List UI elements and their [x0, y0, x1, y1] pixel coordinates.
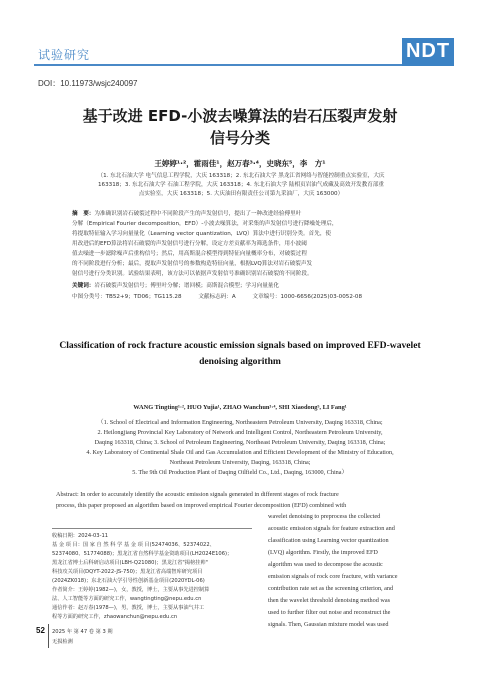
footnote-line: 黑龙江省博士后科研启动项目(LBH-Q21080)；黑龙江省"揭榜挂帅" — [52, 560, 208, 566]
en-abstract-line: classification using Learning vector quantization — [268, 537, 389, 544]
cn-authors: 王婷婷¹·²，霍雨佳¹，赵万春³·⁴，史晓东⁵，李 方¹ — [154, 159, 326, 168]
cn-abstract-label: 摘 要： — [72, 211, 95, 217]
footnote-line: 通信作者：赵万春(1978—)，男，教授，博士，主要从事油气井工 — [52, 605, 205, 611]
cn-title-line-1: 基于改进 EFD-小波去噪算法的岩石压裂声发射 — [82, 107, 398, 125]
footnote-line: 基 金 项 目：国 家 自 然 科 学 基 金 项 目(52474036、52374022、 — [52, 542, 215, 548]
en-affiliation-line: （1. School of Electrical and Information Engineering, Northeastern Petroleum University, Daqing 163318, China; — [97, 419, 383, 426]
cn-abstract-text: 为准确识别岩石破裂过程中不同阶段产生的声发射信号，提出了一种改进经验傅里叶 — [94, 211, 302, 217]
footnote-line: 法、人工智能等方面的研究工作，wangtingting@nepu.edu.cn — [52, 596, 202, 602]
cn-abstract-line: 的不同阶段进行分析；最后，提取声发射信号的参数构造特征向量，根据LVQ算法对岩石破裂声发 — [72, 261, 313, 267]
en-affiliation-line: Northeast Petroleum University, Daqing, 163318, China; — [169, 459, 311, 466]
en-abstract-line: wavelet denoising to preprocess the collected — [268, 513, 381, 520]
header-rule — [34, 64, 406, 66]
doi[interactable]: DOI：10.11973/wsjc240097 — [38, 79, 138, 88]
footnote-divider — [52, 528, 252, 529]
cn-affiliation-line: 点实验室，大庆 163318；5. 大庆油田有限责任公司第九采油厂，大庆 163000） — [138, 191, 344, 197]
cn-affiliation-line: 163318；3. 东北石油大学 石油工程学院，大庆 163318；4. 东北石油大学 陆相页岩油气成藏及高效开发教育部重 — [97, 182, 385, 188]
en-abstract-line: algorithm was used to decompose the acoustic — [268, 561, 383, 568]
en-title-line-2: denoising algorithm — [199, 356, 281, 367]
footnote-line: (2024ZK018)；东北石油大学引导性创新基金项目(2020YDL-06) — [52, 578, 205, 584]
en-affiliation-line: 5. The 9th Oil Production Plant of Daqing Oilfield Co., Ltd., Daqing, 163000, China） — [132, 469, 348, 476]
footnote-line: 科技攻关项目(DQYT-2022-JS-750)；黑龙江省高端智库研究项目 — [52, 569, 203, 575]
cn-abstract-line: 将提取特征输入学习向量量化（Learning vector quantization，LVQ）算法中进行识别分类。首先，使 — [72, 231, 332, 237]
section-label: 试验研究 — [38, 48, 91, 62]
journal-name: 无损检测 — [52, 639, 73, 645]
en-authors: WANG Tingting¹·², HUO Yujia¹, ZHAO Wanchun³·⁴, SHI Xiaodong⁵, LI Fang¹ — [133, 404, 347, 411]
cn-title-line-2: 信号分类 — [209, 129, 270, 147]
cn-abstract-line: 分解（Empirical Fourier decomposition，EFD）-小波去噪算法，对采集的声发射信号进行降噪处理后， — [72, 221, 338, 227]
en-abstract-line: signals. Then, Gaussian mixture model was used — [268, 621, 389, 628]
cn-affiliation-line: （1. 东北石油大学 电气信息工程学院，大庆 163318；2. 东北石油大学 黑龙江省网络与智能控制重点实验室，大庆 — [97, 173, 385, 179]
en-abstract-line: process, this paper proposed an algorithm based on improved empirical Fourier decomposition (EFD) combined with — [56, 502, 347, 509]
en-abstract-line: used to further filter out noise and reconstruct the — [268, 609, 391, 616]
cn-keywords — [72, 281, 432, 289]
en-affiliation-line: 2. Heilongjiang Provincial Key Laboratory of Network and Intelligent Control, Northeastern Petroleum University, — [97, 429, 383, 436]
en-abstract-line: then the wavelet threshold denoising method was — [268, 597, 391, 604]
cn-keywords-label: 关键词： — [72, 283, 95, 289]
footnote-line: 收稿日期：2024-03-11 — [52, 533, 109, 539]
cn-abstract-line: 射信号进行分类识别。试验结果表明，该方法可以依据声发射信号准确识别岩石破裂的不同阶段。 — [72, 271, 313, 277]
footnote-line: 52374080、51774088)；黑龙江省自然科学基金资助项目(LH2024E106)； — [52, 551, 233, 557]
en-abstract-line: contribution rate set as the screening criterion, and — [268, 585, 394, 592]
en-abstract-line: emission signals of rock core fracture, with variance — [268, 573, 398, 580]
footer-divider — [48, 624, 49, 648]
cn-keywords-text: 岩石破裂声发射信号；傅里叶分解；谱回模；高斯混合模型；学习向量量化 — [94, 283, 279, 289]
cn-classification: 中图分类号：TB52+9；TD06；TG115.28 文献标志码：A 文章编号：1000-6656(2025)03-0052-08 — [72, 294, 363, 300]
footnote-line: 程等方面的研究工作，zhaowanchun@nepu.edu.cn — [52, 614, 178, 620]
en-title-line-1: Classification of rock fracture acoustic emission signals based on improved EFD-wavelet — [59, 340, 421, 351]
en-abstract-line: acoustic emission signals for feature extraction and — [268, 525, 395, 532]
en-abstract-line: (LVQ) algorithm. Firstly, the improved EFD — [268, 549, 378, 556]
cn-abstract-line: 值去噪进一步滤除噪声后重构信号；然后，用高斯混合模型得到特征向量概率分布，对破裂过程 — [72, 251, 307, 257]
en-affiliation-line: Daqing 163318, China; 3. School of Petroleum Engineering, Northeast Petroleum University, Daqing 163318, China; — [94, 439, 386, 446]
cn-abstract-line: 用改进后的EFD算法将岩石破裂的声发射信号进行分解，设定方差贡献率为筛选条件，用小波阈 — [72, 241, 307, 247]
cn-abstract-line — [72, 210, 418, 219]
issue-info: 2025 年 第 47 卷 第 3 期 — [52, 629, 113, 635]
journal-logo-text: NDT — [405, 40, 451, 62]
en-abstract-line: Abstract: In order to accurately identify the acoustic emission signals generated in different stages of rock fracture — [56, 491, 339, 498]
page-number: 52 — [36, 626, 45, 635]
en-affiliation-line: 4. Key Laboratory of Continental Shale Oil and Gas Accumulation and Efficient Development of the Ministry of Education, — [86, 449, 394, 456]
footnote-line: 作者简介：王婷婷(1982—)，女，教授，博士，主要从事先进控制算 — [52, 587, 210, 593]
